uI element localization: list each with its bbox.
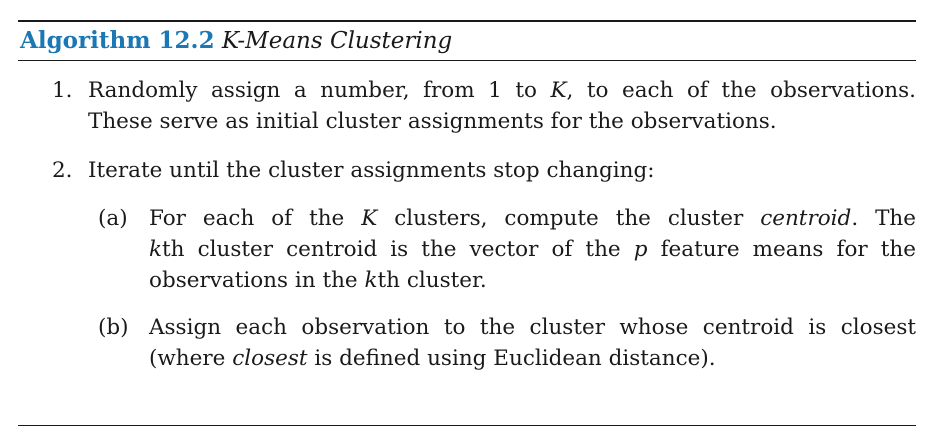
substep-a-text-3: . The <box>851 206 916 231</box>
step-2-text: Iterate until the cluster assignments stop changing: <box>88 158 655 183</box>
substep-b-text-2: is defined using Euclidean distance). <box>307 346 716 371</box>
step-2 <box>18 155 916 374</box>
substep-a <box>18 203 916 296</box>
substep-a-text-1: For each of the <box>149 206 362 231</box>
substep-a-text-5: feature means for the <box>647 237 916 262</box>
substep-a-term-centroid: centroid <box>760 206 852 231</box>
algorithm-name: K-Means Clustering <box>221 28 453 54</box>
substep-a-var-k-2: k <box>149 237 163 262</box>
substep-a-var-p: p <box>633 237 648 262</box>
substep-b-marker: (b) <box>98 315 129 340</box>
substep-b-term-closest: closest <box>232 346 308 371</box>
bottom-rule <box>18 425 916 426</box>
header-rule <box>18 60 916 61</box>
substep-a-text-4: th cluster centroid is the vector of the <box>162 237 634 262</box>
step-1-line-2: These serve as initial cluster assignments for the observations. <box>88 109 777 134</box>
step-1-text-b: , to each of the observations. <box>566 78 917 103</box>
substep-a-text-6: observations in the <box>149 268 365 293</box>
algorithm-box <box>18 20 916 374</box>
step-1-var-k: K <box>550 78 567 103</box>
substep-b <box>18 312 916 374</box>
substep-a-text-2: clusters, compute the cluster <box>377 206 761 231</box>
step-2-marker: 2. <box>52 158 73 183</box>
substep-b-text-1: (where <box>149 346 233 371</box>
substep-a-line-2 <box>149 234 916 265</box>
substep-a-var-k: K <box>361 206 378 231</box>
step-1-line-1 <box>88 75 916 106</box>
substep-b-line-1: Assign each observation to the cluster whose centroid is closest <box>149 315 916 340</box>
step-1-marker: 1. <box>52 78 73 103</box>
substep-b-line-2 <box>149 343 916 374</box>
substep-a-text-7: th cluster. <box>377 268 487 293</box>
algorithm-body <box>18 75 916 374</box>
substep-a-marker: (a) <box>98 206 128 231</box>
substep-a-line-3 <box>149 265 916 296</box>
step-1-text-a: Randomly assign a number, from 1 to <box>88 78 551 103</box>
algorithm-header <box>18 22 916 60</box>
algorithm-number: Algorithm 12.2 <box>20 27 215 54</box>
step-1 <box>18 75 916 137</box>
substep-a-line-1 <box>149 203 916 234</box>
substep-a-var-k-3: k <box>364 268 378 293</box>
